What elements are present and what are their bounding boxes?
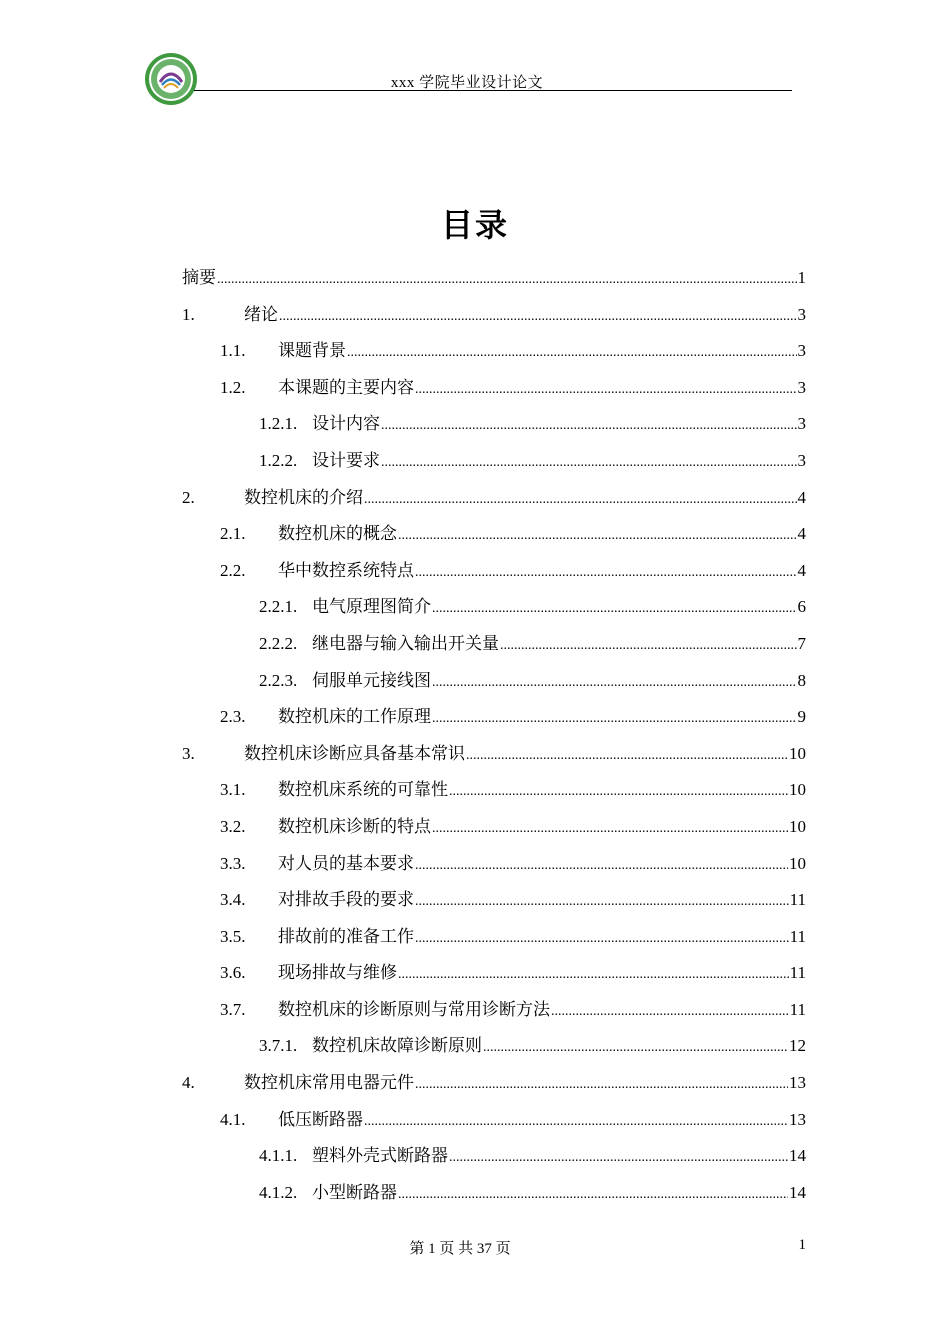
toc-entry-title: 数控机床的工作原理 <box>278 707 431 727</box>
toc-entry-number: 3.3. <box>220 853 246 873</box>
toc-entry-number: 1.1. <box>220 341 246 361</box>
toc-dot-leader <box>466 738 788 773</box>
toc-entry-page: 11 <box>789 963 806 983</box>
toc-entry[interactable] <box>182 846 806 883</box>
toc-dot-leader <box>398 957 789 992</box>
toc-entry-title: 继电器与输入输出开关量 <box>312 633 499 653</box>
toc-entry-number: 4.1.1. <box>259 1146 298 1166</box>
toc-entry-page: 8 <box>797 670 806 690</box>
toc-entry-title: 小型断路器 <box>312 1182 397 1202</box>
toc-entry[interactable] <box>182 297 806 334</box>
toc-entry-page: 11 <box>789 999 806 1019</box>
toc-entry[interactable] <box>182 736 806 773</box>
toc-entry-page: 3 <box>797 414 806 434</box>
toc-entry-page: 10 <box>789 743 806 763</box>
toc-entry-number: 3.4. <box>220 890 246 910</box>
toc-entry[interactable] <box>182 809 806 846</box>
toc-entry-title: 本课题的主要内容 <box>278 377 414 397</box>
toc-entry-title: 数控机床诊断应具备基本常识 <box>244 743 465 763</box>
toc-entry-number: 3.7. <box>220 999 246 1019</box>
toc-entry-title: 对排故手段的要求 <box>278 890 414 910</box>
toc-entry[interactable] <box>182 443 806 480</box>
toc-entry-title: 伺服单元接线图 <box>312 670 431 690</box>
toc-entry-page: 3 <box>797 304 806 324</box>
toc-entry-title: 数控机床系统的可靠性 <box>278 780 448 800</box>
toc-entry-number: 1.2.2. <box>259 450 298 470</box>
toc-dot-leader <box>415 848 788 883</box>
toc-entry-number: 1.2.1. <box>259 414 298 434</box>
toc-dot-leader <box>415 921 789 956</box>
toc-entry-title: 数控机床的诊断原则与常用诊断方法 <box>278 999 550 1019</box>
toc-dot-leader <box>381 445 797 480</box>
toc-entry-number: 2.3. <box>220 707 246 727</box>
toc-entry-page: 7 <box>797 633 806 653</box>
toc-entry-page: 6 <box>797 597 806 617</box>
toc-entry-page: 9 <box>797 707 806 727</box>
toc-entry-title: 低压断路器 <box>278 1109 363 1129</box>
toc-entry-number: 3.6. <box>220 963 246 983</box>
toc-entry-page: 3 <box>797 377 806 397</box>
toc-entry-number: 1. <box>182 304 195 324</box>
toc-entry-title: 数控机床诊断的特点 <box>278 816 431 836</box>
toc-entry-title: 设计要求 <box>312 450 380 470</box>
toc-entry[interactable] <box>182 516 806 553</box>
toc-dot-leader <box>432 701 797 736</box>
toc-entry-number: 3.1. <box>220 780 246 800</box>
toc-entry-number: 3. <box>182 743 195 763</box>
toc-entry-number: 4.1. <box>220 1109 246 1129</box>
toc-entry[interactable] <box>182 553 806 590</box>
toc-entry-page: 10 <box>789 853 806 873</box>
toc-entry[interactable] <box>182 1028 806 1065</box>
toc-entry-title: 数控机床常用电器元件 <box>244 1073 414 1093</box>
toc-entry-title: 设计内容 <box>312 414 380 434</box>
toc-dot-leader <box>483 1030 788 1065</box>
toc-entry-title: 对人员的基本要求 <box>278 853 414 873</box>
header-divider <box>194 90 792 91</box>
toc-entry-title: 塑料外壳式断路器 <box>312 1146 448 1166</box>
toc-dot-leader <box>449 774 788 809</box>
toc-entry[interactable] <box>182 772 806 809</box>
table-of-contents <box>182 260 806 1211</box>
toc-dot-leader <box>364 1104 788 1139</box>
toc-dot-leader <box>398 518 797 553</box>
toc-entry-number: 3.5. <box>220 926 246 946</box>
toc-entry[interactable] <box>182 589 806 626</box>
toc-entry-page: 13 <box>789 1073 806 1093</box>
header-title: xxx 学院毕业设计论文 <box>390 75 544 91</box>
toc-entry-page: 11 <box>789 926 806 946</box>
toc-entry[interactable] <box>182 919 806 956</box>
toc-entry-number: 4.1.2. <box>259 1182 298 1202</box>
toc-entry-page: 1 <box>797 268 806 287</box>
toc-entry[interactable] <box>182 480 806 517</box>
toc-entry-number: 3.2. <box>220 816 246 836</box>
toc-entry-page: 4 <box>797 487 806 507</box>
toc-entry[interactable] <box>182 1175 806 1212</box>
toc-entry-page: 13 <box>789 1109 806 1129</box>
toc-entry-title: 数控机床故障诊断原则 <box>312 1036 482 1056</box>
toc-entry[interactable] <box>182 663 806 700</box>
toc-dot-leader <box>449 1140 788 1175</box>
toc-entry[interactable] <box>182 992 806 1029</box>
toc-entry-number: 2.2. <box>220 560 246 580</box>
toc-dot-leader <box>415 1067 788 1102</box>
toc-entry-title: 绪论 <box>244 304 278 324</box>
toc-entry-number: 2.2.3. <box>259 670 298 690</box>
toc-dot-leader <box>364 482 797 517</box>
toc-dot-leader <box>415 884 789 919</box>
toc-entry-number: 2.2.2. <box>259 633 298 653</box>
toc-dot-leader <box>381 408 797 443</box>
toc-dot-leader <box>432 665 797 700</box>
toc-dot-leader <box>398 1177 788 1212</box>
toc-entry-page: 3 <box>797 450 806 470</box>
toc-entry[interactable] <box>182 955 806 992</box>
toc-entry-number: 3.7.1. <box>259 1036 298 1056</box>
toc-dot-leader <box>432 591 797 626</box>
footer-page-info: 第 1 页 共 37 页 <box>409 1241 511 1257</box>
toc-entry-title: 现场排故与维修 <box>278 963 397 983</box>
toc-dot-leader <box>217 262 797 297</box>
toc-entry-page: 4 <box>797 560 806 580</box>
toc-entry-number: 2.2.1. <box>259 597 298 617</box>
toc-entry-page: 14 <box>789 1182 806 1202</box>
toc-entry-page: 12 <box>789 1036 806 1056</box>
page-header <box>142 52 792 108</box>
toc-dot-leader <box>415 372 797 407</box>
toc-entry-title: 数控机床的介绍 <box>244 487 363 507</box>
toc-entry-title: 排故前的准备工作 <box>278 926 414 946</box>
toc-entry-title: 电气原理图简介 <box>312 597 431 617</box>
toc-entry[interactable] <box>182 626 806 663</box>
toc-entry-title: 数控机床的概念 <box>278 524 397 544</box>
toc-entry[interactable] <box>182 406 806 443</box>
footer-page-number: 1 <box>798 1237 806 1253</box>
toc-entry-page: 4 <box>797 524 806 544</box>
toc-dot-leader <box>500 628 797 663</box>
toc-dot-leader <box>415 555 797 590</box>
toc-entry[interactable] <box>182 1102 806 1139</box>
toc-title: 目录 <box>440 206 509 244</box>
toc-entry-page: 10 <box>789 816 806 836</box>
toc-entry-page: 10 <box>789 780 806 800</box>
toc-entry-number: 2. <box>182 487 195 507</box>
toc-entry[interactable] <box>182 699 806 736</box>
toc-dot-leader <box>551 994 789 1029</box>
toc-entry[interactable] <box>182 1065 806 1102</box>
toc-entry-title: 摘要 <box>182 268 216 287</box>
toc-entry-number: 2.1. <box>220 524 246 544</box>
toc-entry[interactable] <box>182 333 806 370</box>
toc-entry-page: 3 <box>797 341 806 361</box>
toc-entry-page: 11 <box>789 890 806 910</box>
toc-entry-number: 1.2. <box>220 377 246 397</box>
toc-entry[interactable] <box>182 1138 806 1175</box>
toc-entry-number: 4. <box>182 1073 195 1093</box>
toc-dot-leader <box>347 335 797 370</box>
toc-dot-leader <box>279 299 797 334</box>
toc-entry[interactable] <box>182 882 806 919</box>
toc-entry-page: 14 <box>789 1146 806 1166</box>
toc-dot-leader <box>432 811 788 846</box>
toc-entry[interactable] <box>182 260 806 297</box>
toc-entry-title: 华中数控系统特点 <box>278 560 414 580</box>
toc-entry-title: 课题背景 <box>278 341 346 361</box>
toc-entry[interactable] <box>182 370 806 407</box>
